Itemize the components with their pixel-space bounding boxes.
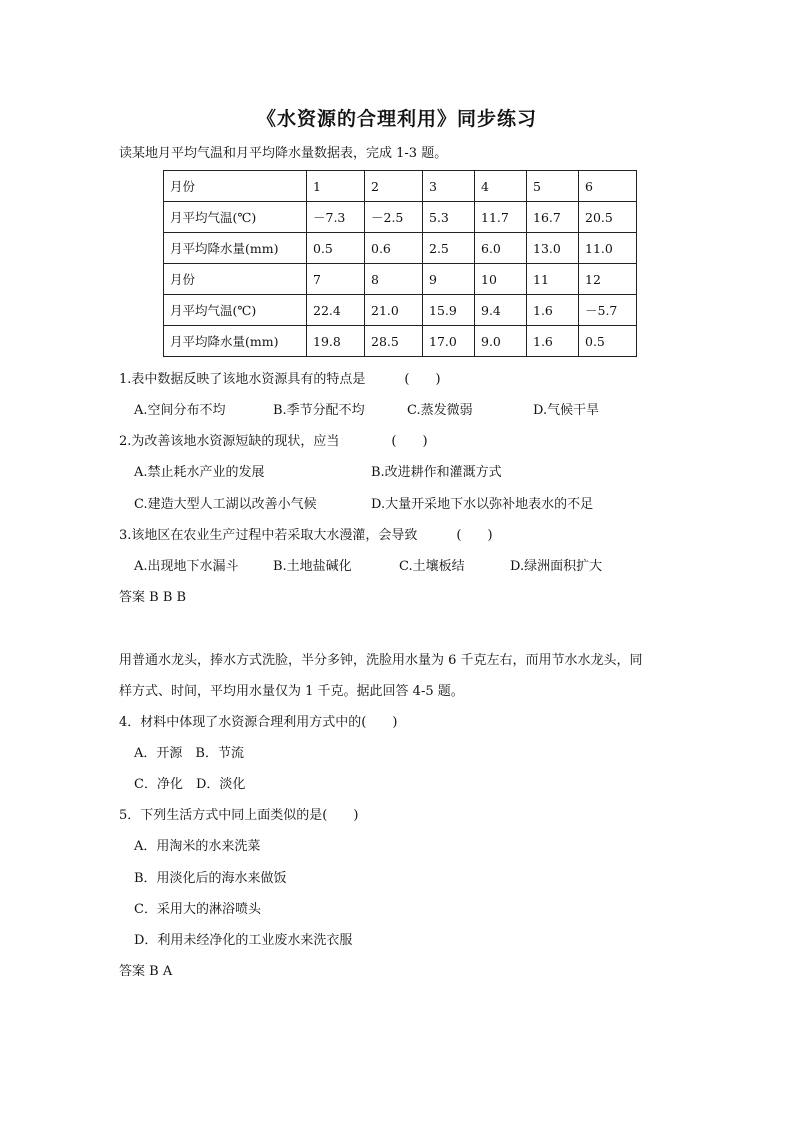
question-1-option-b: B.季节分配不均 [273,403,365,418]
question-4-options-cd: C．净化 D．淡化 [134,777,246,792]
table-cell: 19.8 [307,326,365,357]
intro-text-2-line-2: 样方式、时间，平均用水量仅为 1 千克。据此回答 4-5 题。 [119,684,464,699]
table-cell: 1.6 [527,326,579,357]
question-5-option-a: A．用淘米的水来洗菜 [134,839,261,854]
table-cell: 9.4 [475,295,527,326]
question-3-option-b: B.土地盐碱化 [273,559,352,574]
intro-text-1: 读某地月平均气温和月平均降水量数据表，完成 1-3 题。 [119,146,448,161]
question-4-options-ab: A．开源 B．节流 [134,746,244,761]
question-1-option-c: C.蒸发微弱 [407,403,473,418]
question-1-option-d: D.气候干旱 [533,403,600,418]
table-cell: 4 [475,171,527,202]
question-2-option-a: A.禁止耗水产业的发展 [134,465,265,480]
table-cell: －5.7 [579,295,637,326]
table-cell: 11.0 [579,233,637,264]
table-cell: 21.0 [365,295,423,326]
table-cell: 8 [365,264,423,295]
table-cell: －2.5 [365,202,423,233]
table-cell: 11.7 [475,202,527,233]
intro-text-2-line-1: 用普通水龙头，捧水方式洗脸，半分多钟，洗脸用水量为 6 千克左右，而用节水水龙头，同 [119,653,643,668]
table-cell: 月份 [164,171,307,202]
question-3-stem: 3.该地区在农业生产过程中若采取大水漫灌，会导致 ( ) [119,528,493,543]
table-cell: 1 [307,171,365,202]
question-2-option-c: C.建造大型人工湖以改善小气候 [134,497,317,512]
question-1-option-a: A.空间分布不均 [134,403,226,418]
table-cell: 0.5 [307,233,365,264]
table-cell: 月平均降水量(mm) [164,233,307,264]
table-row [164,171,637,202]
table-cell: 22.4 [307,295,365,326]
table-cell: 0.5 [579,326,637,357]
page-title: 《水资源的合理利用》同步练习 [256,108,537,130]
question-1-stem: 1.表中数据反映了该地水资源具有的特点是 ( ) [119,372,441,387]
answer-4-5: 答案 B A [119,964,173,979]
climate-data-table [163,170,637,357]
table-cell: 10 [475,264,527,295]
table-row [164,326,637,357]
question-3-option-c: C.土壤板结 [399,559,465,574]
question-2-option-d: D.大量开采地下水以弥补地表水的不足 [371,497,594,512]
question-5-stem: 5．下列生活方式中同上面类似的是( ) [119,808,359,823]
table-cell: 月平均气温(℃) [164,295,307,326]
table-cell: 月份 [164,264,307,295]
table-cell: 2 [365,171,423,202]
question-3-option-d: D.绿洲面积扩大 [510,559,603,574]
table-cell: 1.6 [527,295,579,326]
question-2-stem: 2.为改善该地水资源短缺的现状，应当 ( ) [119,434,428,449]
table-row [164,264,637,295]
table-cell: 12 [579,264,637,295]
table-cell: 9 [423,264,475,295]
question-2-option-b: B.改进耕作和灌溉方式 [371,465,502,480]
question-5-option-c: C．采用大的淋浴喷头 [134,902,261,917]
table-cell: 7 [307,264,365,295]
table-cell: 15.9 [423,295,475,326]
table-cell: 月平均气温(℃) [164,202,307,233]
question-3-option-a: A.出现地下水漏斗 [134,559,239,574]
table-cell: 9.0 [475,326,527,357]
table-cell: 28.5 [365,326,423,357]
question-5-option-b: B．用淡化后的海水来做饭 [134,871,287,886]
table-row [164,233,637,264]
question-5-option-d: D．利用未经净化的工业废水来洗衣服 [134,933,353,948]
table-cell: 月平均降水量(mm) [164,326,307,357]
table-row [164,295,637,326]
table-cell: 17.0 [423,326,475,357]
table-cell: 0.6 [365,233,423,264]
table-cell: 5 [527,171,579,202]
table-cell: 3 [423,171,475,202]
table-cell: 20.5 [579,202,637,233]
table-cell: 2.5 [423,233,475,264]
answer-1-3: 答案 B B B [119,590,187,605]
question-4-stem: 4．材料中体现了水资源合理利用方式中的( ) [119,715,398,730]
table-cell: －7.3 [307,202,365,233]
table-cell: 6.0 [475,233,527,264]
table-cell: 13.0 [527,233,579,264]
table-cell: 16.7 [527,202,579,233]
table-cell: 6 [579,171,637,202]
table-cell: 11 [527,264,579,295]
table-cell: 5.3 [423,202,475,233]
table-row [164,202,637,233]
